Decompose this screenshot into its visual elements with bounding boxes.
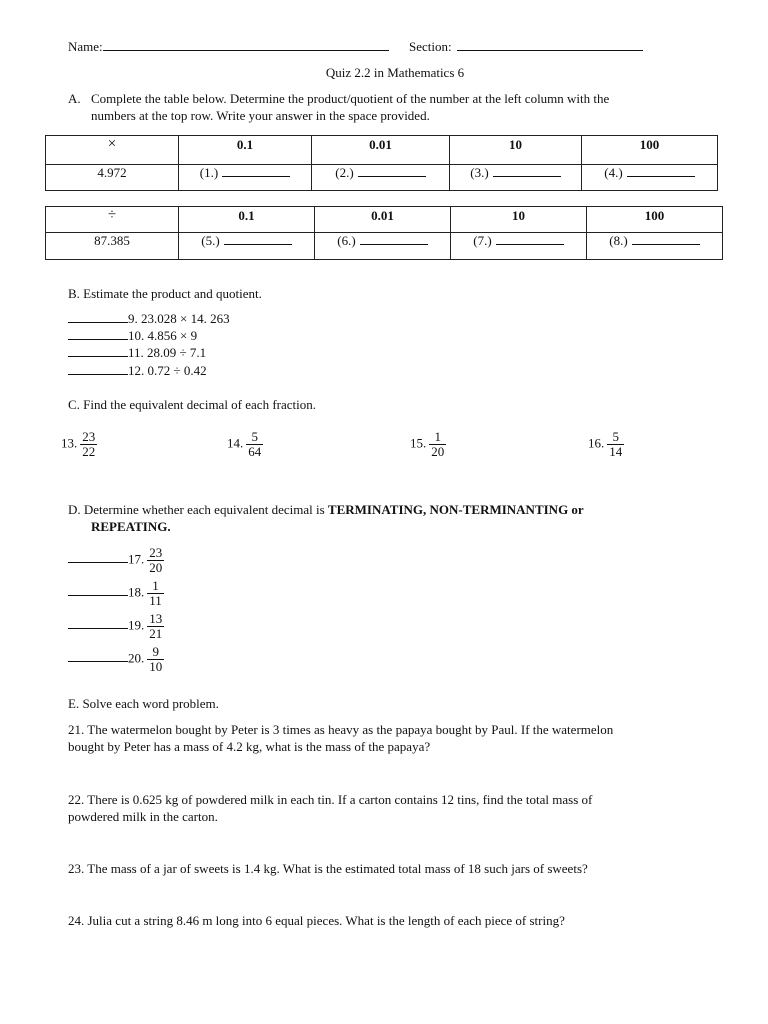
- answer-blank[interactable]: [496, 234, 564, 245]
- answer-cell[interactable]: [312, 165, 450, 191]
- item-number: (1.): [199, 165, 219, 180]
- item-number: (5.): [201, 233, 220, 248]
- item-number: 18.: [128, 584, 145, 600]
- numerator: 1: [147, 579, 164, 594]
- section-label: Section:: [409, 39, 452, 54]
- answer-blank[interactable]: [68, 651, 128, 662]
- answer-cell[interactable]: [587, 233, 723, 260]
- row-label-cell: 87.385: [46, 233, 179, 260]
- word-problem-22-line1: 22. There is 0.625 kg of powdered milk in each tin. If a carton contains 12 tins, find the total mass of: [68, 792, 593, 807]
- header-cell: 10: [450, 136, 582, 165]
- item-number: (8.): [609, 233, 628, 248]
- quiz-title: Quiz 2.2 in Mathematics 6: [325, 65, 465, 80]
- item-number: 17.: [128, 551, 145, 567]
- answer-cell[interactable]: [179, 165, 312, 191]
- item-number: 14.: [227, 435, 244, 451]
- decimal-type-item: [68, 546, 164, 575]
- estimate-item: [68, 345, 206, 361]
- fraction: [246, 430, 263, 459]
- part-d-heading-line2: REPEATING.: [91, 519, 171, 534]
- part-b-heading: B. Estimate the product and quotient.: [68, 286, 262, 301]
- part-e-heading: E. Solve each word problem.: [68, 696, 219, 711]
- answer-cell[interactable]: [451, 233, 587, 260]
- decimal-type-item: [68, 579, 164, 608]
- estimate-item-text: 9. 23.028 × 14. 263: [128, 311, 230, 326]
- name-field[interactable]: [68, 39, 389, 55]
- numerator: 1: [429, 430, 446, 445]
- word-problem-21-line1: 21. The watermelon bought by Peter is 3 times as heavy as the papaya bought by Paul. If the watermelon: [68, 722, 614, 737]
- answer-blank[interactable]: [224, 234, 292, 245]
- item-number: (7.): [473, 233, 492, 248]
- item-number: 16.: [588, 435, 605, 451]
- answer-blank[interactable]: [68, 618, 128, 629]
- multiplication-table: [45, 135, 718, 191]
- header-cell: 0.01: [315, 207, 451, 233]
- section-blank[interactable]: [457, 39, 643, 51]
- denominator: 10: [149, 659, 163, 674]
- part-a-letter: A.: [68, 91, 81, 106]
- header-cell: 100: [587, 207, 723, 233]
- word-problem-23: 23. The mass of a jar of sweets is 1.4 kg. What is the estimated total mass of 18 such jars of sweets?: [68, 861, 588, 876]
- item-number: 15.: [410, 435, 427, 451]
- answer-blank[interactable]: [222, 166, 290, 177]
- item-number: 19.: [128, 617, 145, 633]
- answer-blank[interactable]: [68, 364, 128, 375]
- part-d-heading-line1: [68, 502, 584, 518]
- answer-blank[interactable]: [358, 166, 426, 177]
- header-cell: 10: [451, 207, 587, 233]
- numerator: 5: [607, 430, 624, 445]
- section-field[interactable]: [409, 39, 643, 55]
- item-number: (6.): [337, 233, 356, 248]
- fraction-item: [410, 430, 446, 459]
- estimate-item-text: 12. 0.72 ÷ 0.42: [128, 363, 207, 378]
- part-a-instruction-2: numbers at the top row. Write your answer in the space provided.: [91, 108, 430, 123]
- fraction-item: [61, 430, 97, 459]
- answer-blank[interactable]: [68, 585, 128, 596]
- answer-cell[interactable]: [315, 233, 451, 260]
- answer-blank[interactable]: [627, 166, 695, 177]
- denominator: 64: [248, 444, 262, 459]
- operator-cell: ÷: [46, 207, 179, 233]
- word-problem-22-line2: powdered milk in the carton.: [68, 809, 218, 824]
- header-cell: 0.1: [179, 136, 312, 165]
- fraction: [147, 612, 164, 641]
- answer-blank[interactable]: [68, 552, 128, 563]
- fraction: [147, 645, 164, 674]
- header-cell: 0.1: [179, 207, 315, 233]
- numerator: 23: [82, 429, 96, 444]
- answer-cell[interactable]: [450, 165, 582, 191]
- answer-cell[interactable]: [179, 233, 315, 260]
- division-table: [45, 206, 723, 260]
- decimal-type-item: [68, 612, 164, 641]
- answer-blank[interactable]: [632, 234, 700, 245]
- fraction: [607, 430, 624, 459]
- estimate-item-text: 11. 28.09 ÷ 7.1: [128, 345, 207, 360]
- estimate-item-text: 10. 4.856 × 9: [128, 328, 198, 343]
- fraction: [147, 579, 164, 608]
- item-number: (3.): [470, 165, 489, 180]
- answer-cell[interactable]: [582, 165, 718, 191]
- part-a-instruction-1: Complete the table below. Determine the product/quotient of the number at the left column with the: [91, 91, 610, 106]
- fraction-item: [588, 430, 624, 459]
- fraction: [80, 430, 97, 459]
- denominator: 20: [431, 444, 445, 459]
- answer-blank[interactable]: [360, 234, 428, 245]
- item-number: 20.: [128, 650, 145, 666]
- estimate-item: [68, 328, 197, 344]
- fraction: [429, 430, 446, 459]
- denominator: 14: [609, 444, 623, 459]
- denominator: 11: [149, 593, 162, 608]
- word-problem-21-line2: bought by Peter has a mass of 4.2 kg, what is the mass of the papaya?: [68, 739, 431, 754]
- estimate-item: [68, 311, 230, 327]
- header-cell: 100: [582, 136, 718, 165]
- item-number: (2.): [335, 165, 354, 180]
- numerator: 9: [147, 645, 164, 660]
- numerator: 13: [149, 611, 163, 626]
- name-label: Name:: [68, 39, 103, 54]
- row-label-cell: 4.972: [46, 165, 179, 191]
- answer-blank[interactable]: [493, 166, 561, 177]
- fraction-item: [227, 430, 263, 459]
- numerator: 23: [149, 545, 163, 560]
- part-c-heading: C. Find the equivalent decimal of each fraction.: [68, 397, 316, 412]
- answer-blank[interactable]: [68, 346, 128, 357]
- denominator: 22: [82, 444, 96, 459]
- decimal-type-item: [68, 645, 164, 674]
- denominator: 20: [149, 560, 163, 575]
- denominator: 21: [149, 626, 163, 641]
- fraction: [147, 546, 164, 575]
- answer-blank[interactable]: [68, 312, 128, 323]
- header-cell: 0.01: [312, 136, 450, 165]
- part-d-heading-bold: TERMINATING, NON-TERMINANTING or: [327, 502, 584, 517]
- estimate-item: [68, 363, 207, 379]
- name-blank[interactable]: [103, 39, 389, 51]
- answer-blank[interactable]: [68, 329, 128, 340]
- item-number: (4.): [604, 165, 623, 180]
- part-d-heading-text: D. Determine whether each equivalent decimal is: [68, 502, 328, 517]
- operator-cell: ×: [46, 136, 179, 165]
- numerator: 5: [246, 430, 263, 445]
- item-number: 13.: [61, 435, 78, 451]
- word-problem-24: 24. Julia cut a string 8.46 m long into 6 equal pieces. What is the length of each piece of string?: [68, 913, 565, 928]
